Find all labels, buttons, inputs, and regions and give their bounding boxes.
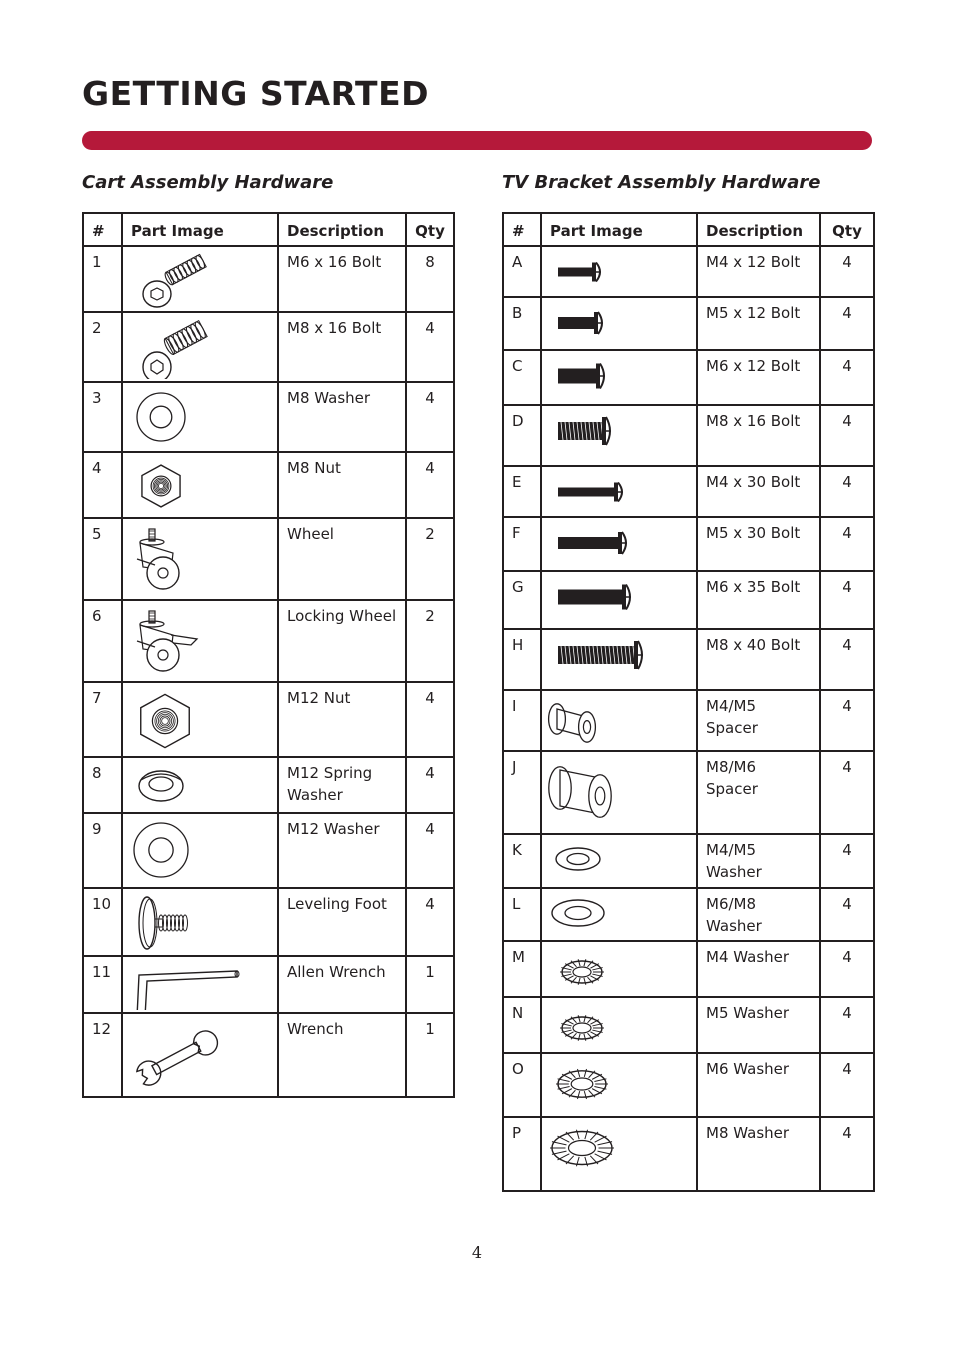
part-description: M12 Nut <box>278 682 406 757</box>
table-row <box>503 888 874 941</box>
part-qty: 4 <box>820 466 874 517</box>
wheel-icon <box>123 519 275 597</box>
part-qty: 4 <box>406 813 454 888</box>
part-image-cell <box>122 600 278 682</box>
part-description: Leveling Foot <box>278 888 406 956</box>
part-qty: 4 <box>406 757 454 813</box>
bolt-side-icon <box>542 298 694 347</box>
table-row <box>503 941 874 997</box>
title-accent-bar <box>82 131 872 150</box>
part-qty: 4 <box>820 350 874 405</box>
part-number: 1 <box>83 246 122 312</box>
part-image-cell <box>122 382 278 452</box>
table-row <box>83 888 454 956</box>
part-image-cell <box>541 888 697 941</box>
header-part-image: Part Image <box>122 213 278 246</box>
part-image-cell <box>541 466 697 517</box>
part-qty: 2 <box>406 518 454 600</box>
part-image-cell <box>541 297 697 350</box>
part-image-cell <box>122 452 278 518</box>
part-description: M8 x 16 Bolt <box>278 312 406 382</box>
part-image-cell <box>122 1013 278 1097</box>
allen-wrench-icon <box>123 957 275 1010</box>
locking-wheel-icon <box>123 601 275 679</box>
part-qty: 4 <box>820 629 874 690</box>
washer-icon <box>123 383 275 449</box>
part-image-cell <box>122 518 278 600</box>
part-description: Wheel <box>278 518 406 600</box>
lock-washer-icon <box>542 1118 694 1188</box>
part-description: M6 x 12 Bolt <box>697 350 820 405</box>
table-row <box>83 312 454 382</box>
hex-nut-icon <box>123 683 275 754</box>
header-description: Description <box>278 213 406 246</box>
part-qty: 4 <box>406 452 454 518</box>
part-description: M8 Nut <box>278 452 406 518</box>
part-image-cell <box>541 1053 697 1117</box>
part-image-cell <box>122 888 278 956</box>
table-row <box>83 382 454 452</box>
part-number: L <box>503 888 541 941</box>
spacer-icon <box>542 752 694 831</box>
part-qty: 4 <box>820 517 874 571</box>
bolt-side-icon <box>542 467 694 514</box>
part-qty: 4 <box>406 682 454 757</box>
table-row <box>503 1053 874 1117</box>
part-description: M5 Washer <box>697 997 820 1053</box>
part-number: 10 <box>83 888 122 956</box>
part-image-cell <box>122 682 278 757</box>
part-image-cell <box>541 517 697 571</box>
spacer-icon <box>542 691 694 748</box>
part-description: M6 Washer <box>697 1053 820 1117</box>
part-image-cell <box>541 246 697 297</box>
table-header-row <box>503 213 874 246</box>
part-description: M8 Washer <box>278 382 406 452</box>
header-qty: Qty <box>820 213 874 246</box>
table-row <box>83 600 454 682</box>
table-row <box>503 997 874 1053</box>
part-qty: 4 <box>820 941 874 997</box>
part-qty: 4 <box>820 297 874 350</box>
part-image-cell <box>541 834 697 888</box>
part-image-cell <box>122 813 278 888</box>
threaded-bolt-side-icon <box>542 406 694 463</box>
part-qty: 4 <box>820 1053 874 1117</box>
part-number: I <box>503 690 541 751</box>
washer-icon <box>123 814 275 885</box>
part-image-cell <box>122 246 278 312</box>
part-description: M5 x 12 Bolt <box>697 297 820 350</box>
part-number: O <box>503 1053 541 1117</box>
part-image-cell <box>541 571 697 629</box>
table-row <box>503 629 874 690</box>
part-qty: 1 <box>406 1013 454 1097</box>
part-number: 9 <box>83 813 122 888</box>
cart-hardware-table <box>82 212 455 1098</box>
part-number: E <box>503 466 541 517</box>
threaded-bolt-side-icon <box>542 630 694 687</box>
header-number: # <box>83 213 122 246</box>
table-row <box>503 466 874 517</box>
page-number: 4 <box>471 1243 483 1262</box>
part-description: M4/M5 Washer <box>697 834 820 888</box>
part-number: A <box>503 246 541 297</box>
part-image-cell <box>122 757 278 813</box>
part-description: Locking Wheel <box>278 600 406 682</box>
lock-washer-icon <box>542 998 694 1050</box>
part-image-cell <box>541 751 697 834</box>
lock-washer-icon <box>542 1054 694 1114</box>
flat-washer-icon <box>542 835 694 885</box>
tv-hardware-table <box>502 212 875 1192</box>
part-description: M6/M8 Washer <box>697 888 820 941</box>
part-number: 5 <box>83 518 122 600</box>
part-image-cell <box>541 629 697 690</box>
part-qty: 4 <box>820 1117 874 1191</box>
part-description: Wrench <box>278 1013 406 1097</box>
part-qty: 8 <box>406 246 454 312</box>
bolt-side-icon <box>542 247 694 294</box>
bolt-side-icon <box>542 351 694 402</box>
part-qty: 4 <box>820 690 874 751</box>
hex-nut-icon <box>123 453 275 515</box>
table-row <box>83 813 454 888</box>
part-qty: 4 <box>406 312 454 382</box>
tv-section-title: TV Bracket Assembly Hardware <box>502 172 821 193</box>
part-description: M8 x 16 Bolt <box>697 405 820 466</box>
part-qty: 4 <box>820 997 874 1053</box>
part-qty: 4 <box>406 888 454 956</box>
wrench-icon <box>123 1014 275 1094</box>
part-number: F <box>503 517 541 571</box>
part-image-cell <box>122 312 278 382</box>
page-title: GETTING STARTED <box>82 74 430 113</box>
part-description: M12 Spring Washer <box>278 757 406 813</box>
m8-bolt-icon <box>123 313 275 379</box>
part-qty: 2 <box>406 600 454 682</box>
part-description: M4/M5 Spacer <box>697 690 820 751</box>
table-header-row <box>83 213 454 246</box>
lock-washer-icon <box>542 942 694 994</box>
part-description: M4 Washer <box>697 941 820 997</box>
header-number: # <box>503 213 541 246</box>
part-number: 12 <box>83 1013 122 1097</box>
part-number: 8 <box>83 757 122 813</box>
part-description: M4 x 30 Bolt <box>697 466 820 517</box>
part-description: M5 x 30 Bolt <box>697 517 820 571</box>
table-row <box>503 405 874 466</box>
part-qty: 4 <box>820 405 874 466</box>
table-row <box>503 297 874 350</box>
table-row <box>503 350 874 405</box>
table-row <box>503 1117 874 1191</box>
part-number: J <box>503 751 541 834</box>
part-number: G <box>503 571 541 629</box>
table-row <box>503 517 874 571</box>
table-row <box>503 834 874 888</box>
part-qty: 1 <box>406 956 454 1013</box>
part-description: Allen Wrench <box>278 956 406 1013</box>
header-part-image: Part Image <box>541 213 697 246</box>
table-row <box>83 452 454 518</box>
table-row <box>83 956 454 1013</box>
header-qty: Qty <box>406 213 454 246</box>
table-row <box>503 571 874 629</box>
spring-washer-icon <box>123 758 275 810</box>
part-qty: 4 <box>406 382 454 452</box>
part-number: 3 <box>83 382 122 452</box>
part-qty: 4 <box>820 888 874 941</box>
part-number: P <box>503 1117 541 1191</box>
table-row <box>83 682 454 757</box>
table-row <box>83 1013 454 1097</box>
part-number: K <box>503 834 541 888</box>
part-description: M6 x 35 Bolt <box>697 571 820 629</box>
part-description: M12 Washer <box>278 813 406 888</box>
part-image-cell <box>541 997 697 1053</box>
part-image-cell <box>122 956 278 1013</box>
part-qty: 4 <box>820 246 874 297</box>
part-number: 11 <box>83 956 122 1013</box>
part-number: 6 <box>83 600 122 682</box>
table-row <box>83 518 454 600</box>
part-number: N <box>503 997 541 1053</box>
part-description: M8 x 40 Bolt <box>697 629 820 690</box>
part-number: B <box>503 297 541 350</box>
part-image-cell <box>541 350 697 405</box>
part-image-cell <box>541 405 697 466</box>
table-row <box>503 246 874 297</box>
part-image-cell <box>541 690 697 751</box>
flat-washer-icon <box>542 889 694 938</box>
part-description: M8 Washer <box>697 1117 820 1191</box>
part-number: D <box>503 405 541 466</box>
bolt-side-icon <box>542 518 694 568</box>
table-row <box>83 757 454 813</box>
table-row <box>503 751 874 834</box>
part-image-cell <box>541 1117 697 1191</box>
part-number: H <box>503 629 541 690</box>
part-qty: 4 <box>820 751 874 834</box>
m6-bolt-icon <box>123 247 275 309</box>
part-description: M4 x 12 Bolt <box>697 246 820 297</box>
cart-section-title: Cart Assembly Hardware <box>82 172 334 193</box>
part-number: 2 <box>83 312 122 382</box>
part-number: C <box>503 350 541 405</box>
part-image-cell <box>541 941 697 997</box>
table-row <box>83 246 454 312</box>
part-qty: 4 <box>820 834 874 888</box>
part-description: M8/M6 Spacer <box>697 751 820 834</box>
part-qty: 4 <box>820 571 874 629</box>
header-description: Description <box>697 213 820 246</box>
bolt-side-icon <box>542 572 694 626</box>
part-number: 7 <box>83 682 122 757</box>
leveling-foot-icon <box>123 889 275 953</box>
part-number: 4 <box>83 452 122 518</box>
part-number: M <box>503 941 541 997</box>
table-row <box>503 690 874 751</box>
part-description: M6 x 16 Bolt <box>278 246 406 312</box>
